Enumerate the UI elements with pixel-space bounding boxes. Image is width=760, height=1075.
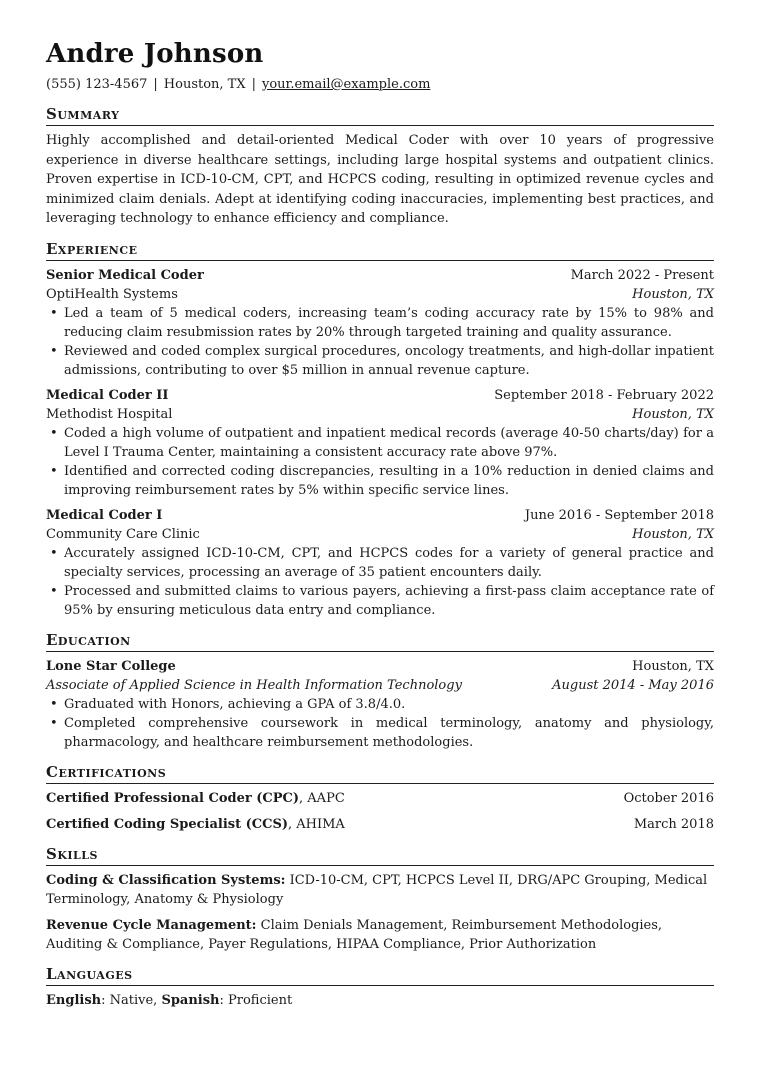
job-location: Houston, TX: [632, 286, 714, 302]
skill-group-value: ICD-10-CM, CPT, HCPCS Level II, DRG/APC Grouping, Medical Terminology, Anatomy & Physiology: [46, 872, 708, 907]
skill-group: [46, 871, 714, 909]
education-section: [46, 630, 714, 752]
job-role: Medical Coder I: [46, 507, 163, 523]
phone-number: (555) 123-4567: [46, 77, 148, 92]
certifications-section: [46, 762, 714, 834]
contact-separator: |: [153, 77, 158, 92]
language-name: English: [46, 992, 102, 1008]
experience-section: [46, 239, 714, 620]
certification-name: Certified Coding Specialist (CCS): [46, 816, 288, 832]
languages-line: [46, 991, 714, 1010]
education-bullet: • Completed comprehensive coursework in medical terminology, anatomy and physiology, pharmacology, and healthcare reimbursement methodologies.: [46, 714, 714, 752]
school-location: Houston, TX: [632, 658, 714, 674]
school-name: Lone Star College: [46, 658, 176, 674]
contact-line: [46, 76, 714, 94]
skill-group-value: Claim Denials Management, Reimbursement Methodologies, Auditing & Compliance, Payer Regulations, HIPAA Compliance, Prior Authorization: [46, 917, 663, 952]
job-bullet: • Accurately assigned ICD-10-CM, CPT, and HCPCS codes for a variety of general practice and specialty services, processing an average of 35 patient encounters daily.: [46, 544, 714, 582]
job-location: Houston, TX: [632, 406, 714, 422]
job-dates: March 2022 - Present: [570, 267, 714, 283]
education-dates: August 2014 - May 2016: [552, 677, 714, 693]
job-bullet: • Processed and submitted claims to various payers, achieving a first-pass claim acceptance rate of 95% by ensuring meticulous data entry and compliance.: [46, 582, 714, 620]
job-company: Methodist Hospital: [46, 406, 173, 422]
certification-date: March 2018: [633, 816, 714, 832]
language-level: : Proficient: [219, 992, 293, 1008]
job-bullet: • Coded a high volume of outpatient and inpatient medical records (average 40-50 charts/day) for a Level I Trauma Center, maintaining a consistent accuracy rate above 97%.: [46, 424, 714, 462]
skills-section: [46, 844, 714, 954]
job-entry: [46, 266, 714, 380]
skill-group: [46, 916, 714, 954]
certification-item: [46, 789, 714, 808]
summary-text: Highly accomplished and detail-oriented Medical Coder with over 10 years of progressive experience in diverse healthcare settings, including large hospital systems and outpatient clinics. Proven expertise in ICD-10-CM, CPT, and HCPCS coding, resulting in optimized revenue cycles and minimized claim denials. Adept at identifying coding inaccuracies, implementing best practices, and leveraging technology to enhance efficiency and compliance.: [46, 133, 714, 226]
candidate-name: Andre Johnson: [46, 39, 264, 69]
job-entry: [46, 386, 714, 500]
job-bullet: • Identified and corrected coding discrepancies, resulting in a 10% reduction in denied claims and improving reimbursement rates by 5% within specific service lines.: [46, 462, 714, 500]
section-title-languages: Languages: [46, 964, 714, 986]
section-title-certifications: Certifications: [46, 762, 714, 784]
skill-group-label: Revenue Cycle Management:: [46, 917, 257, 933]
certification-name: Certified Professional Coder (CPC): [46, 790, 300, 806]
job-dates: September 2018 - February 2022: [494, 387, 714, 403]
job-role: Medical Coder II: [46, 387, 169, 403]
summary-section: [46, 104, 714, 229]
section-title-summary: Summary: [46, 104, 714, 126]
job-dates: June 2016 - September 2018: [524, 507, 714, 523]
job-location: Houston, TX: [632, 526, 714, 542]
job-entry: [46, 506, 714, 620]
section-title-experience: Experience: [46, 239, 714, 261]
job-bullet: • Led a team of 5 medical coders, increasing team’s coding accuracy rate by 15% to 98% and reducing claim resubmission rates by 20% through targeted training and quality assurance.: [46, 304, 714, 342]
job-company: OptiHealth Systems: [46, 286, 178, 302]
section-title-education: Education: [46, 630, 714, 652]
language-name: Spanish: [161, 992, 220, 1008]
certification-issuer: , AAPC: [299, 790, 345, 806]
section-title-skills: Skills: [46, 844, 714, 866]
certification-issuer: , AHIMA: [288, 816, 345, 832]
contact-separator: |: [251, 77, 256, 92]
degree-name: Associate of Applied Science in Health Information Technology: [46, 677, 462, 693]
job-role: Senior Medical Coder: [46, 267, 204, 283]
contact-location: Houston, TX: [163, 77, 246, 92]
skill-group-label: Coding & Classification Systems:: [46, 872, 286, 888]
certification-date: October 2016: [623, 790, 714, 806]
language-level: : Native,: [101, 992, 162, 1008]
certification-item: [46, 815, 714, 834]
job-bullet: • Reviewed and coded complex surgical procedures, oncology treatments, and high-dollar inpatient admissions, contributing to over $5 million in annual revenue capture.: [46, 342, 714, 380]
job-company: Community Care Clinic: [46, 526, 200, 542]
resume-header: [46, 38, 714, 94]
education-bullet: • Graduated with Honors, achieving a GPA of 3.8/4.0.: [46, 695, 714, 714]
email-link[interactable]: your.email@example.com: [262, 77, 431, 92]
languages-section: [46, 964, 714, 1010]
